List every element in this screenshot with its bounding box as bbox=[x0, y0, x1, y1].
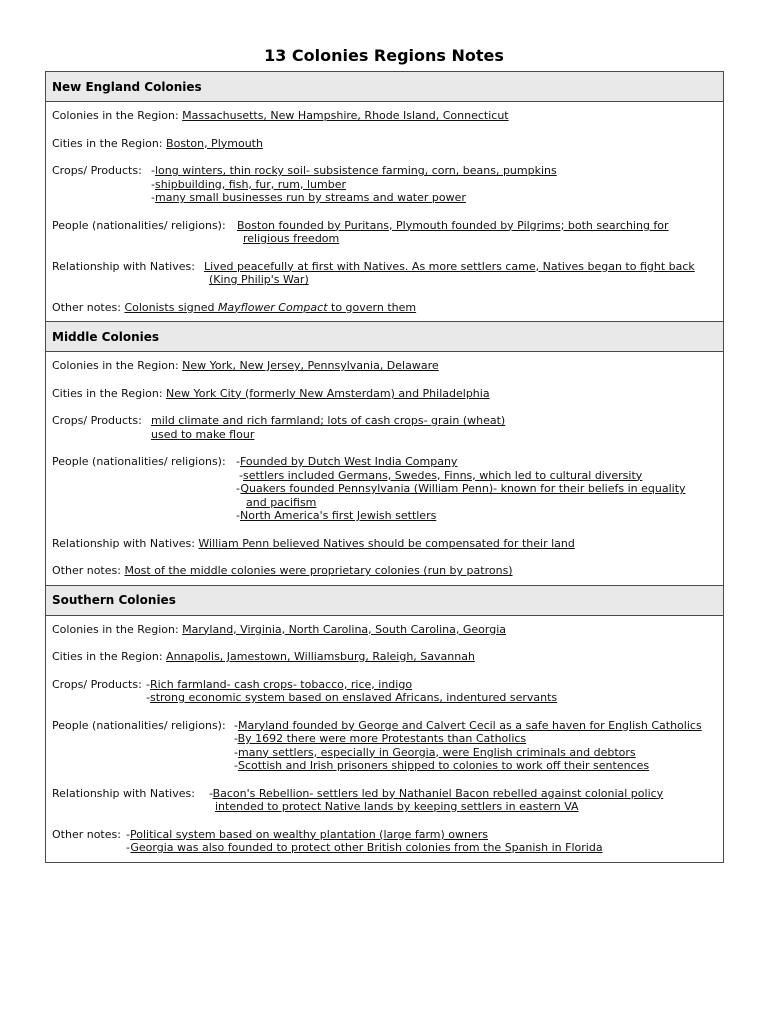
people-item: -Scottish and Irish prisoners shipped to colonies to work off their sentences bbox=[234, 759, 650, 772]
colonies-row bbox=[52, 359, 717, 373]
crops-label: Crops/ Products: bbox=[52, 164, 142, 177]
relationship-row bbox=[52, 787, 717, 814]
crop-item: used to make flour bbox=[151, 427, 255, 441]
people-item: -By 1692 there were more Protestants than Catholics bbox=[234, 732, 527, 745]
relationship-row bbox=[52, 260, 717, 287]
colonies-row bbox=[52, 623, 717, 637]
other-notes-row bbox=[52, 301, 717, 315]
crops-list bbox=[151, 414, 717, 441]
other-label: Other notes: bbox=[52, 827, 121, 841]
relationship-list: Lived peacefully at first with Natives. As more settlers came, Natives began to fight back (King Philip's War) bbox=[204, 259, 695, 286]
section-body-middle bbox=[46, 352, 724, 586]
people-item: and pacifism bbox=[246, 495, 317, 509]
people-row bbox=[52, 719, 717, 773]
other-label: Other notes: bbox=[52, 564, 121, 577]
people-item: -North America's first Jewish settlers bbox=[236, 509, 437, 522]
cities-label: Cities in the Region: bbox=[52, 650, 163, 663]
crops-label: Crops/ Products: bbox=[52, 414, 142, 427]
cities-row bbox=[52, 387, 717, 401]
colonies-label: Colonies in the Region: bbox=[52, 359, 179, 372]
people-label: People (nationalities/ religions): bbox=[52, 455, 226, 468]
other-value: Most of the middle colonies were proprietary colonies (run by patrons) bbox=[124, 564, 513, 577]
people-label: People (nationalities/ religions): bbox=[52, 718, 226, 732]
cities-label: Cities in the Region: bbox=[52, 386, 163, 400]
crops-list bbox=[146, 678, 717, 705]
section-heading-middle: Middle Colonies bbox=[46, 322, 724, 352]
cities-value: Annapolis, Jamestown, Williamsburg, Raleigh, Savannah bbox=[166, 650, 475, 663]
relationship-label: Relationship with Natives: bbox=[52, 536, 195, 550]
crop-item: -shipbuilding, fish, fur, rum, lumber bbox=[151, 177, 346, 191]
crops-row bbox=[52, 414, 717, 441]
cities-value: Boston, Plymouth bbox=[166, 136, 263, 150]
section-body-new-england bbox=[46, 102, 724, 322]
people-item: religious freedom bbox=[243, 232, 340, 245]
people-row bbox=[52, 455, 717, 523]
crop-item: -many small businesses run by streams and water power bbox=[151, 191, 466, 204]
other-notes-row bbox=[52, 828, 717, 855]
crop-item: -strong economic system based on enslaved Africans, indentured servants bbox=[146, 691, 558, 704]
other-list: -Political system based on wealthy plantation (large farm) owners -Georgia was also founded to protect other British colonies from the Spanish in Florida bbox=[126, 827, 603, 854]
relationship-label: Relationship with Natives: bbox=[52, 259, 195, 273]
people-item: -Quakers founded Pennsylvania (William Penn)- known for their beliefs in equality bbox=[236, 482, 686, 495]
section-heading-new-england: New England Colonies bbox=[46, 72, 724, 102]
other-label: Other notes: bbox=[52, 300, 121, 314]
cities-value: New York City (formerly New Amsterdam) and Philadelphia bbox=[166, 386, 490, 400]
people-item: -Founded by Dutch West India Company bbox=[236, 455, 458, 468]
crops-row bbox=[52, 678, 717, 705]
section-heading-southern: Southern Colonies bbox=[46, 585, 724, 615]
crop-item: mild climate and rich farmland; lots of cash crops- grain (wheat) bbox=[151, 414, 506, 427]
crops-label: Crops/ Products: bbox=[52, 677, 142, 691]
crop-item: -long winters, thin rocky soil- subsistence farming, corn, beans, pumpkins bbox=[151, 164, 557, 177]
colonies-label: Colonies in the Region: bbox=[52, 622, 179, 636]
people-item: -settlers included Germans, Swedes, Finns, which led to cultural diversity bbox=[239, 468, 643, 482]
colonies-value: New York, New Jersey, Pennsylvania, Delaware bbox=[182, 359, 439, 372]
other-notes-row bbox=[52, 564, 717, 578]
relationship-row bbox=[52, 537, 717, 551]
cities-label: Cities in the Region: bbox=[52, 136, 163, 150]
colonies-label: Colonies in the Region: bbox=[52, 109, 179, 122]
crops-list bbox=[151, 164, 717, 205]
other-value: Colonists signed Mayflower Compact to govern them bbox=[124, 300, 417, 314]
cities-row bbox=[52, 650, 717, 664]
people-label: People (nationalities/ religions): bbox=[52, 218, 226, 232]
relationship-label: Relationship with Natives: bbox=[52, 786, 195, 800]
cities-row bbox=[52, 137, 717, 151]
people-row bbox=[52, 219, 717, 246]
people-item: -Maryland founded by George and Calvert Cecil as a safe haven for English Catholics bbox=[234, 718, 702, 732]
crops-row bbox=[52, 164, 717, 205]
notes-table bbox=[45, 71, 724, 863]
people-list bbox=[236, 455, 717, 523]
relationship-list: -Bacon's Rebellion- settlers led by Nathaniel Bacon rebelled against colonial policy intended to protect Native lands by keeping settlers in eastern VA bbox=[209, 786, 664, 813]
section-body-southern bbox=[46, 615, 724, 862]
colonies-row bbox=[52, 109, 717, 123]
colonies-value: Maryland, Virginia, North Carolina, South Carolina, Georgia bbox=[182, 622, 506, 636]
people-list bbox=[237, 219, 717, 246]
people-list bbox=[234, 719, 717, 773]
page-title: 13 Colonies Regions Notes bbox=[264, 46, 504, 65]
people-item: -many settlers, especially in Georgia, were English criminals and debtors bbox=[234, 745, 636, 759]
crop-item: -Rich farmland- cash crops- tobacco, rice, indigo bbox=[146, 677, 413, 691]
colonies-value: Massachusetts, New Hampshire, Rhode Island, Connecticut bbox=[182, 109, 509, 122]
people-item: Boston founded by Puritans, Plymouth founded by Pilgrims; both searching for bbox=[237, 218, 669, 232]
relationship-value: William Penn believed Natives should be compensated for their land bbox=[198, 536, 575, 550]
